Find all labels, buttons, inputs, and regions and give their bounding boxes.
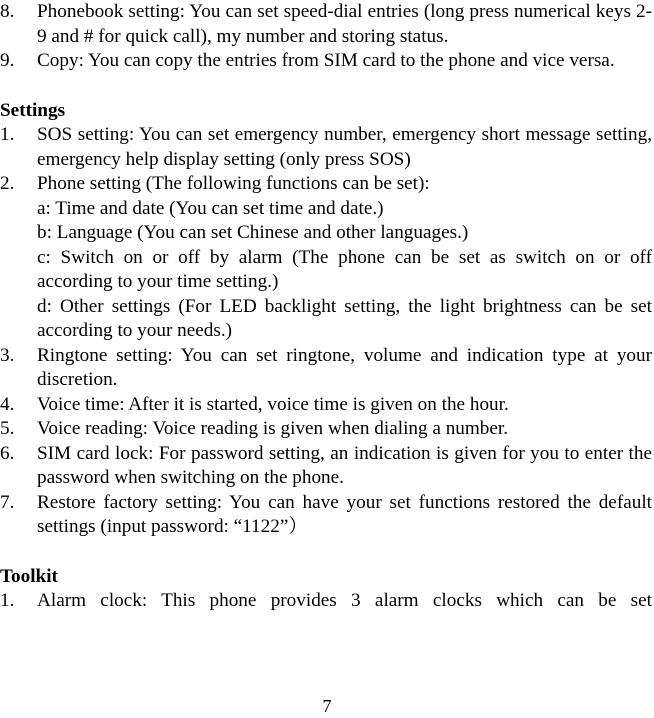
item-text: SOS setting: You can set emergency number, emergency short message setting, emergency help display setting (only press SOS) — [37, 124, 652, 170]
list-item — [0, 0, 652, 49]
section-heading-settings: Settings — [0, 99, 66, 121]
item-number: 2. — [0, 173, 15, 194]
list-item — [0, 589, 652, 614]
item-number: 8. — [0, 1, 15, 22]
item-number: 7. — [0, 491, 15, 513]
item-number: 1. — [0, 590, 15, 611]
item-number: 3. — [0, 344, 15, 366]
item-number: 9. — [0, 50, 15, 71]
list-item — [0, 417, 652, 442]
sub-item: d: Other settings (For LED backlight setting, the light brightness can be set according to your needs.) — [37, 295, 652, 341]
item-text: Restore factory setting: You can have your set functions restored the default settings (input password: “1122”） — [37, 491, 652, 537]
item-text: Phonebook setting: You can set speed-dial entries (long press numerical keys 2-9 and # for quick call), my number and storing status. — [37, 1, 652, 47]
sub-item: a: Time and date (You can set time and date.) — [37, 197, 384, 219]
item-number: 6. — [0, 442, 15, 464]
item-text: Alarm clock: This phone provides 3 alarm clocks which can be set — [37, 590, 652, 611]
section-heading-toolkit: Toolkit — [0, 565, 58, 587]
item-text: Ringtone setting: You can set ringtone, volume and indication type at your discretion. — [37, 344, 652, 390]
item-text: Voice reading: Voice reading is given when dialing a number. — [37, 418, 509, 439]
page-number: 7 — [322, 696, 332, 716]
sub-item: c: Switch on or off by alarm (The phone can be set as switch on or off according to your time setting.) — [37, 246, 652, 292]
list-item — [0, 442, 652, 491]
item-text: Copy: You can copy the entries from SIM card to the phone and vice versa. — [37, 50, 615, 71]
list-item — [0, 491, 652, 540]
list-item — [0, 172, 652, 344]
item-number: 4. — [0, 393, 15, 415]
list-item — [0, 49, 652, 74]
item-text: SIM card lock: For password setting, an indication is given for you to enter the password when switching on the phone. — [37, 442, 652, 488]
list-item — [0, 344, 652, 393]
list-item — [0, 123, 652, 172]
item-text: Voice time: After it is started, voice time is given on the hour. — [37, 393, 509, 415]
list-item — [0, 393, 652, 418]
sub-item: b: Language (You can set Chinese and other languages.) — [37, 222, 469, 243]
item-number: 5. — [0, 418, 15, 439]
item-number: 1. — [0, 124, 15, 145]
item-text: Phone setting (The following functions can be set): — [37, 173, 430, 194]
